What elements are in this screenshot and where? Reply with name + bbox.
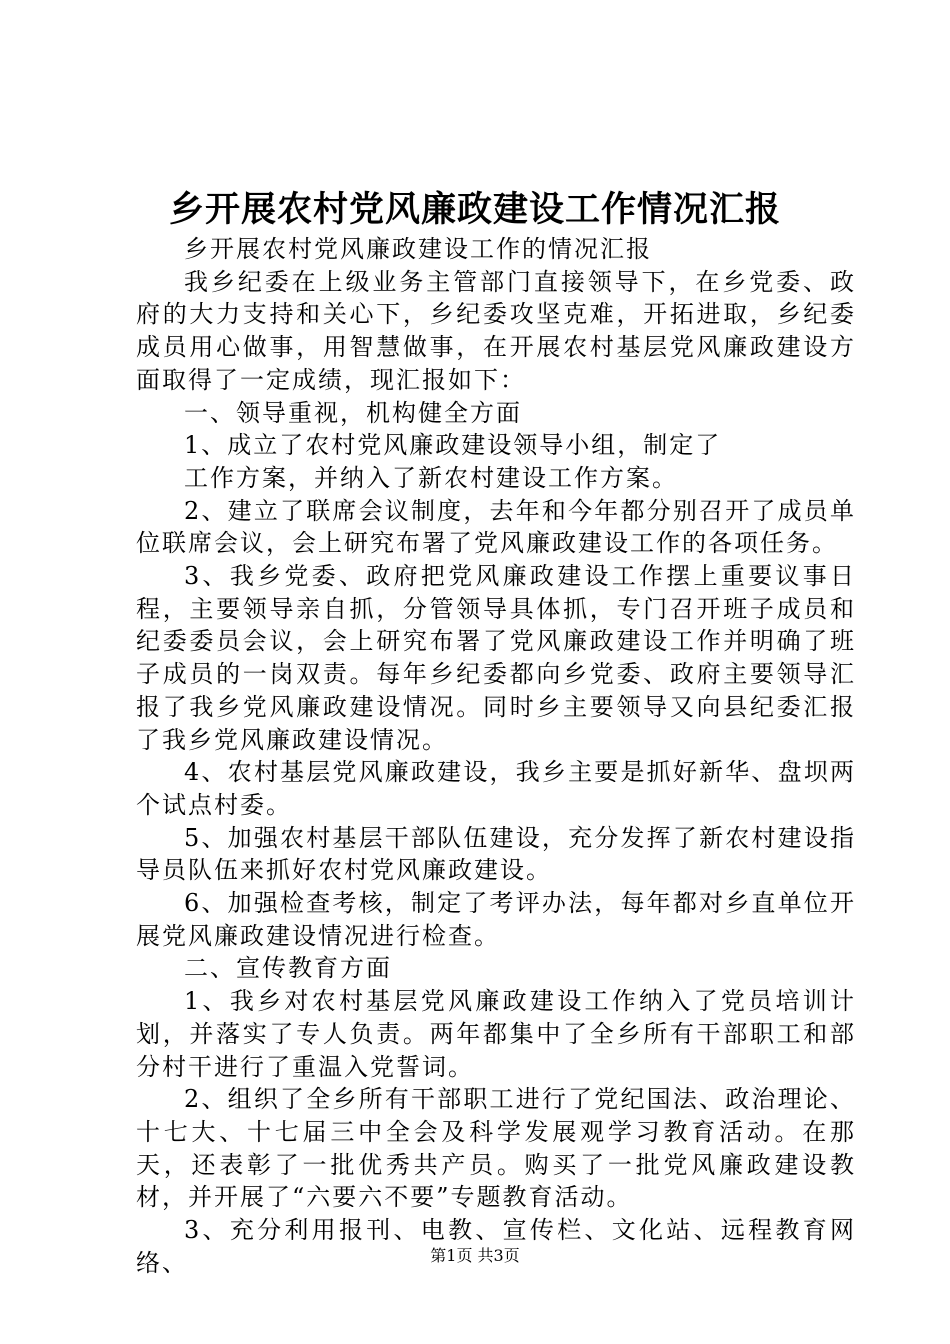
body-paragraph: 1、我乡对农村基层党风廉政建设工作纳入了党员培训计划，并落实了专人负责。两年都集中了全乡所有干部职工和部分村干进行了重温入党誓词。 bbox=[136, 987, 856, 1081]
body-paragraph: 3、充分利用报刊、电教、宣传栏、文化站、远程教育网络、 bbox=[136, 1216, 856, 1277]
document-title: 乡开展农村党风廉政建设工作情况汇报 bbox=[168, 189, 781, 230]
body-paragraph: 6、加强检查考核，制定了考评办法，每年都对乡直单位开展党风廉政建设情况进行检查。 bbox=[136, 889, 856, 950]
body-paragraph: 2、组织了全乡所有干部职工进行了党纪国法、政治理论、十七大、十七届三中全会及科学发展观学习教育活动。在那天，还表彰了一批优秀共产员。购买了一批党风廉政建设教材，并开展了“六要六不要”专题教育活动。 bbox=[136, 1085, 856, 1212]
body-paragraph: 工作方案，并纳入了新农村建设工作方案。 bbox=[184, 463, 678, 492]
body-paragraph: 1、成立了农村党风廉政建设领导小组，制定了 bbox=[184, 431, 722, 460]
body-paragraph: 3、我乡党委、政府把党风廉政建设工作摆上重要议事日程，主要领导亲自抓，分管领导具体抓，专门召开班子成员和纪委委员会议，会上研究布署了党风廉政建设工作并明确了班子成员的一岗双责。每年乡纪委都向乡党委、政府主要领导汇报了我乡党风廉政建设情况。同时乡主要领导又向县纪委汇报了我乡党风廉政建设情况。 bbox=[136, 562, 856, 754]
section-heading: 一、领导重视，机构健全方面 bbox=[184, 398, 522, 427]
section-heading: 二、宣传教育方面 bbox=[184, 954, 392, 983]
body-paragraph: 4、农村基层党风廉政建设，我乡主要是抓好新华、盘坝两个试点村委。 bbox=[136, 758, 856, 819]
body-paragraph: 乡开展农村党风廉政建设工作的情况汇报 bbox=[184, 235, 652, 263]
document-body bbox=[136, 233, 856, 1280]
body-paragraph: 我乡纪委在上级业务主管部门直接领导下，在乡党委、政府的大力支持和关心下，乡纪委攻坚克难，开拓进取，乡纪委成员用心做事，用智慧做事，在开展农村基层党风廉政建设方面取得了一定成绩，现汇报如下： bbox=[136, 267, 856, 394]
body-paragraph: 5、加强农村基层干部队伍建设，充分发挥了新农村建设指导员队伍来抓好农村党风廉政建设。 bbox=[136, 823, 856, 885]
page-footer: 第1页 共3页 bbox=[430, 1246, 520, 1265]
body-paragraph: 2、建立了联席会议制度，去年和今年都分别召开了成员单位联席会议，会上研究布署了党风廉政建设工作的各项任务。 bbox=[136, 496, 856, 558]
